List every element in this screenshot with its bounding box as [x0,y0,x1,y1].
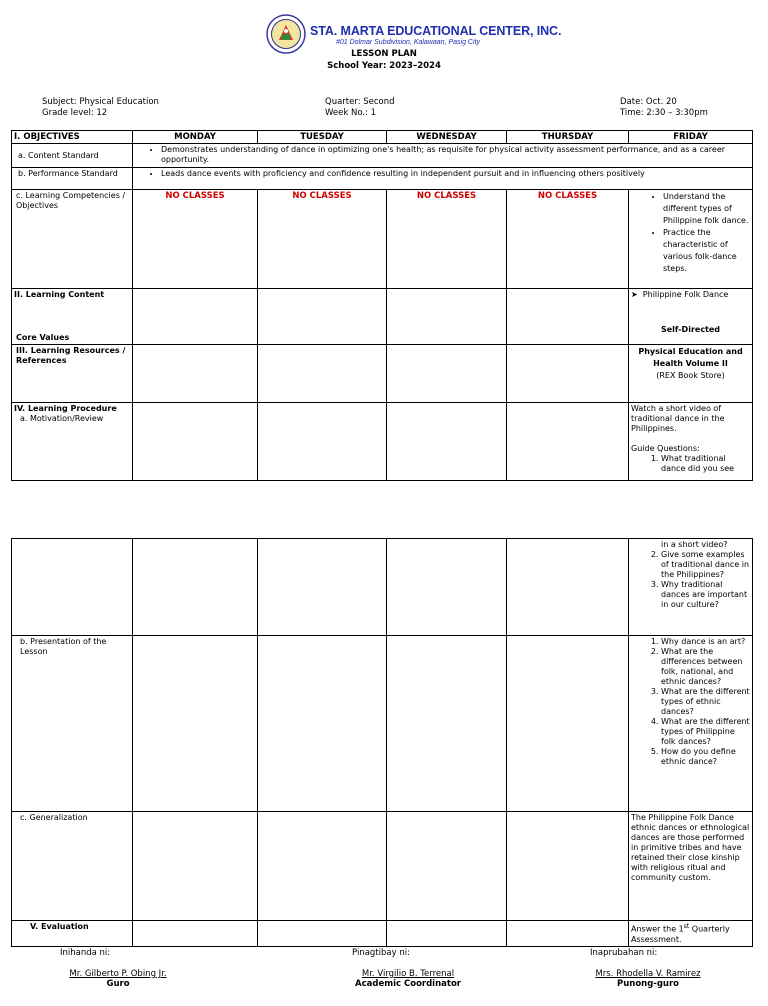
resources-label: III. Learning Resources / References [12,345,133,403]
resources-title: Physical Education and Health Volume II [638,347,743,368]
learning-content-label: II. Learning Content [14,290,105,299]
subject: Subject: Physical Education [42,97,159,107]
empty-cell [387,812,507,921]
prepared-signature [60,969,176,989]
no-classes-monday: NO CLASSES [133,190,258,289]
checked-role: Academic Coordinator [355,979,461,989]
empty-cell [507,539,629,636]
checked-label: Pinagtibay ni: [352,948,410,958]
evaluation-text-part: Answer the 1 [631,924,684,934]
grade-level: Grade level: 12 [42,108,108,118]
prepared-role: Guro [106,979,130,989]
performance-standard-row [12,168,753,190]
learning-content-label-cell [12,289,133,345]
learning-content-text: Philippine Folk Dance [642,290,729,299]
day-header: THURSDAY [507,131,629,144]
generalization-label: c. Generalization [12,812,133,921]
friday-presentation [629,636,753,812]
checked-signature [344,969,472,989]
competencies-row [12,190,753,289]
content-standard-row [12,144,753,168]
empty-cell [258,539,387,636]
approved-signature [586,969,710,989]
date: Date: Oct. 20 [620,97,677,107]
generalization-row [12,812,753,921]
learning-content-row [12,289,753,345]
empty-cell [507,812,629,921]
friday-resources [629,345,753,403]
day-header: TUESDAY [258,131,387,144]
meta-right [620,97,708,119]
objectives-header: I. OBJECTIVES [12,131,133,144]
no-classes-tuesday: NO CLASSES [258,190,387,289]
friday-objectives [629,190,753,289]
no-classes-thursday: NO CLASSES [507,190,629,289]
procedure-label: IV. Learning Procedure [14,404,117,413]
day-header: MONDAY [133,131,258,144]
presentation-row [12,636,753,812]
empty-cell [133,921,258,947]
empty-cell [133,289,258,345]
content-standard-label: a. Content Standard [12,144,133,168]
evaluation-row [12,921,753,947]
resources-publisher: (REX Book Store) [656,371,725,380]
school-year: School Year: 2023–2024 [327,61,441,71]
empty-cell [258,403,387,481]
lesson-plan-table-1 [11,130,753,481]
approved-name: Mrs. Rhodella V. Ramirez [595,969,701,979]
doc-title: LESSON PLAN [351,49,417,59]
time: Time: 2:30 – 3:30pm [620,108,708,118]
presentation-question: 5. How do you define ethnic dance? [661,747,750,767]
motivation-label: a. Motivation/Review [20,414,104,423]
empty-cell [258,636,387,812]
empty-cell [133,539,258,636]
prepared-label: Inihanda ni: [60,948,111,958]
guide-question: 2. Give some examples of traditional dance in the Philippines? [661,550,750,580]
empty-cell [133,636,258,812]
empty-cell [258,345,387,403]
empty-cell [133,403,258,481]
motivation-text: Watch a short video of traditional dance in the Philippines. [631,404,725,433]
core-values-label: Core Values [16,333,70,342]
guide-question: 3. Why traditional dances are important in our culture? [661,580,750,610]
week-no: Week No.: 1 [325,108,377,118]
guide-questions-row [12,539,753,636]
meta-middle [325,97,395,119]
procedure-row [12,403,753,481]
meta-left [42,97,159,119]
performance-standard-label: b. Performance Standard [12,168,133,190]
evaluation-superscript: st [683,923,690,930]
empty-cell [387,345,507,403]
quarter: Quarter: Second [325,97,395,107]
lesson-plan-table-2 [11,538,753,947]
friday-guide-questions [629,539,753,636]
school-name: STA. MARTA EDUCATIONAL CENTER, INC. [310,24,562,38]
day-header: WEDNESDAY [387,131,507,144]
empty-cell [258,921,387,947]
guide-question-continued: in a short video? [661,540,728,549]
empty-cell [387,539,507,636]
checked-name: Mr. Virgilio B. Terrenal [361,969,455,979]
empty-cell [258,289,387,345]
evaluation-text [629,921,753,947]
performance-standard-cell [133,168,753,190]
competencies-label: c. Learning Competencies / Objectives [12,190,133,289]
procedure-label-cell [12,403,133,481]
guide-questions-label: Guide Questions: [631,444,700,453]
empty-cell [133,345,258,403]
learning-content-item [631,290,750,300]
friday-learning-content [629,289,753,345]
presentation-question: 4. What are the different types of Philippine folk dances? [661,717,750,747]
approved-role: Punong-guro [616,979,679,989]
empty-cell [507,921,629,947]
performance-standard-text: • Leads dance events with proficiency and confidence resulting in independent pursuit and in influencing others positively [161,169,750,179]
content-standard-cell [133,144,753,168]
approved-label: Inaprubahan ni: [590,948,658,958]
empty-cell [507,636,629,812]
guide-question: 1. What traditional dance did you see [661,454,750,474]
empty-cell [12,539,133,636]
friday-motivation [629,403,753,481]
empty-cell [507,403,629,481]
content-standard-text: • Demonstrates understanding of dance in optimizing one's health; as requisite for physical activity assessment performance, and as a career opportunity. [161,145,750,165]
arrow-bullet-icon: ➤ [631,290,638,299]
empty-cell [507,289,629,345]
presentation-question: 3. What are the different types of ethnic dances? [661,687,750,717]
empty-cell [258,812,387,921]
empty-cell [387,921,507,947]
empty-cell [387,289,507,345]
empty-cell [387,403,507,481]
prepared-name: Mr. Gilberto P. Obing Jr. [69,969,167,979]
empty-cell [133,812,258,921]
school-address: #01 Dolmar Subdivision, Kalawaan, Pasig City [336,39,480,46]
empty-cell [387,636,507,812]
header-row [12,131,753,144]
generalization-text: The Philippine Folk Dance ethnic dances or ethnological dances are those performed in primitive tribes and have retained their close kinship with religious ritual and community custom. [629,812,753,921]
presentation-question: 1. Why dance is an art? [661,637,750,647]
resources-row [12,345,753,403]
core-values-text: Self-Directed [660,325,721,334]
presentation-label: b. Presentation of the Lesson [12,636,133,812]
day-header: FRIDAY [629,131,753,144]
friday-objective: • Practice the characteristic of various folk-dance steps. [663,227,750,275]
friday-objective: • Understand the different types of Philippine folk dance. [663,191,750,227]
evaluation-label: V. Evaluation [12,921,133,947]
evaluation-text-part: Quarterly Assessment. [631,924,730,944]
no-classes-wednesday: NO CLASSES [387,190,507,289]
presentation-question: 2. What are the differences between folk, national, and ethnic dances? [661,647,750,687]
empty-cell [507,345,629,403]
